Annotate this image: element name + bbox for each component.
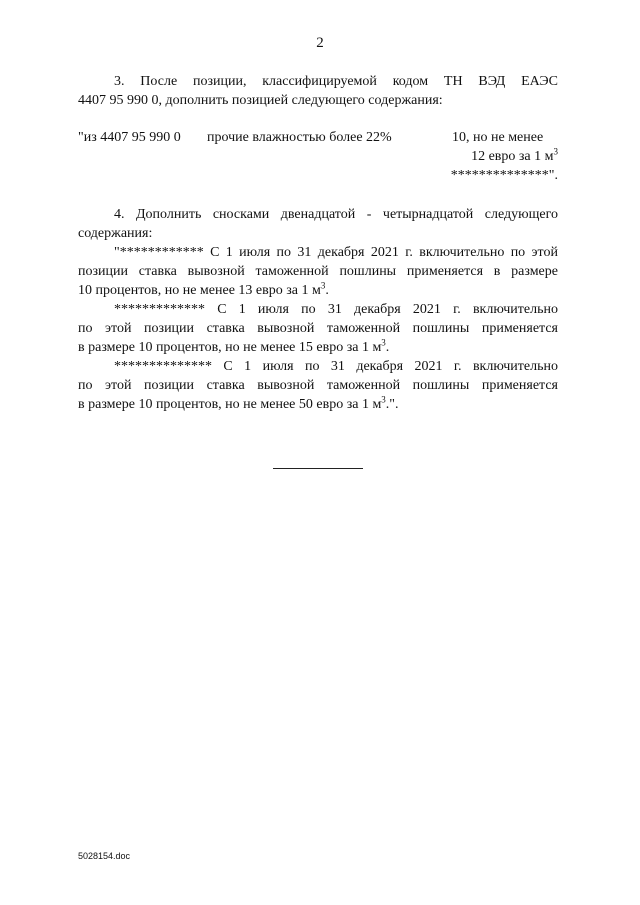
footnote-14-stars: ************** <box>114 359 212 374</box>
footnote-14-line-1 <box>78 357 558 376</box>
item-4-line-2: содержания: <box>78 226 153 241</box>
footnote-12-text: С 1 июля по 31 декабря 2021 г. включительно по этой <box>203 245 558 260</box>
item-3-paragraph <box>78 72 558 110</box>
footnote-14-line-2: по этой позиции ставка вывозной таможенной пошлины применяется <box>78 378 558 393</box>
footnote-12-stars: "************ <box>114 245 204 260</box>
item-3-line-2: 4407 95 990 0, дополнить позицией следующего содержания: <box>78 93 443 108</box>
footnote-14-sup: 3 <box>381 394 386 405</box>
footnote-14-line-3 <box>78 395 558 414</box>
footnote-13-line-3-text: в размере 10 процентов, но не менее 15 евро за 1 м <box>78 340 382 355</box>
footnote-14 <box>78 357 558 414</box>
insert-code: "из 4407 95 990 0 <box>78 130 181 145</box>
footnote-12-line-3 <box>78 281 558 300</box>
page-number: 2 <box>316 35 324 51</box>
end-rule <box>273 468 363 469</box>
footnote-13-stars: ************* <box>114 302 205 317</box>
item-4-line-1: 4. Дополнить сносками двенадцатой - четырнадцатой следующего <box>114 207 558 222</box>
footnote-13-line-2: по этой позиции ставка вывозной таможенной пошлины применяется <box>78 321 558 336</box>
footnote-12-line-3-text: 10 процентов, но не менее 13 евро за 1 м <box>78 283 321 298</box>
insert-description: прочие влажностью более 22% <box>207 130 392 145</box>
item-4-paragraph <box>78 205 558 243</box>
footnote-12-line-2: позиции ставка вывозной таможенной пошлины применяется в размере <box>78 264 558 279</box>
document-filename: 5028154.doc <box>78 851 131 861</box>
footnote-14-end: .". <box>385 397 399 412</box>
footnote-12-sup: 3 <box>320 280 326 291</box>
insert-rate-line-1: 10, но не менее <box>452 130 544 145</box>
footnote-13-line-1 <box>78 300 558 319</box>
item-3-line-1: 3. После позиции, классифицируемой кодом ТН ВЭД ЕАЭС <box>114 74 558 89</box>
footnote-13 <box>78 300 558 357</box>
footnote-14-text: С 1 июля по 31 декабря 2021 г. включительно <box>212 359 558 374</box>
footnote-13-sup: 3 <box>381 337 386 348</box>
insert-rate-sup: 3 <box>553 146 558 157</box>
footnote-12-line-1 <box>78 243 558 262</box>
insert-rate-text: 12 евро за 1 м <box>471 149 554 164</box>
footnote-13-text: С 1 июля по 31 декабря 2021 г. включительно <box>205 302 558 317</box>
footnote-12-end: . <box>325 283 329 298</box>
insert-rate-line-2 <box>438 147 558 166</box>
insert-rate-line-3: **************". <box>450 168 558 183</box>
footnote-13-line-3 <box>78 338 558 357</box>
footnote-13-end: . <box>385 340 390 355</box>
footnote-12 <box>78 243 558 300</box>
insert-rate <box>438 128 558 185</box>
footnote-14-line-3-text: в размере 10 процентов, но не менее 50 евро за 1 м <box>78 397 382 412</box>
